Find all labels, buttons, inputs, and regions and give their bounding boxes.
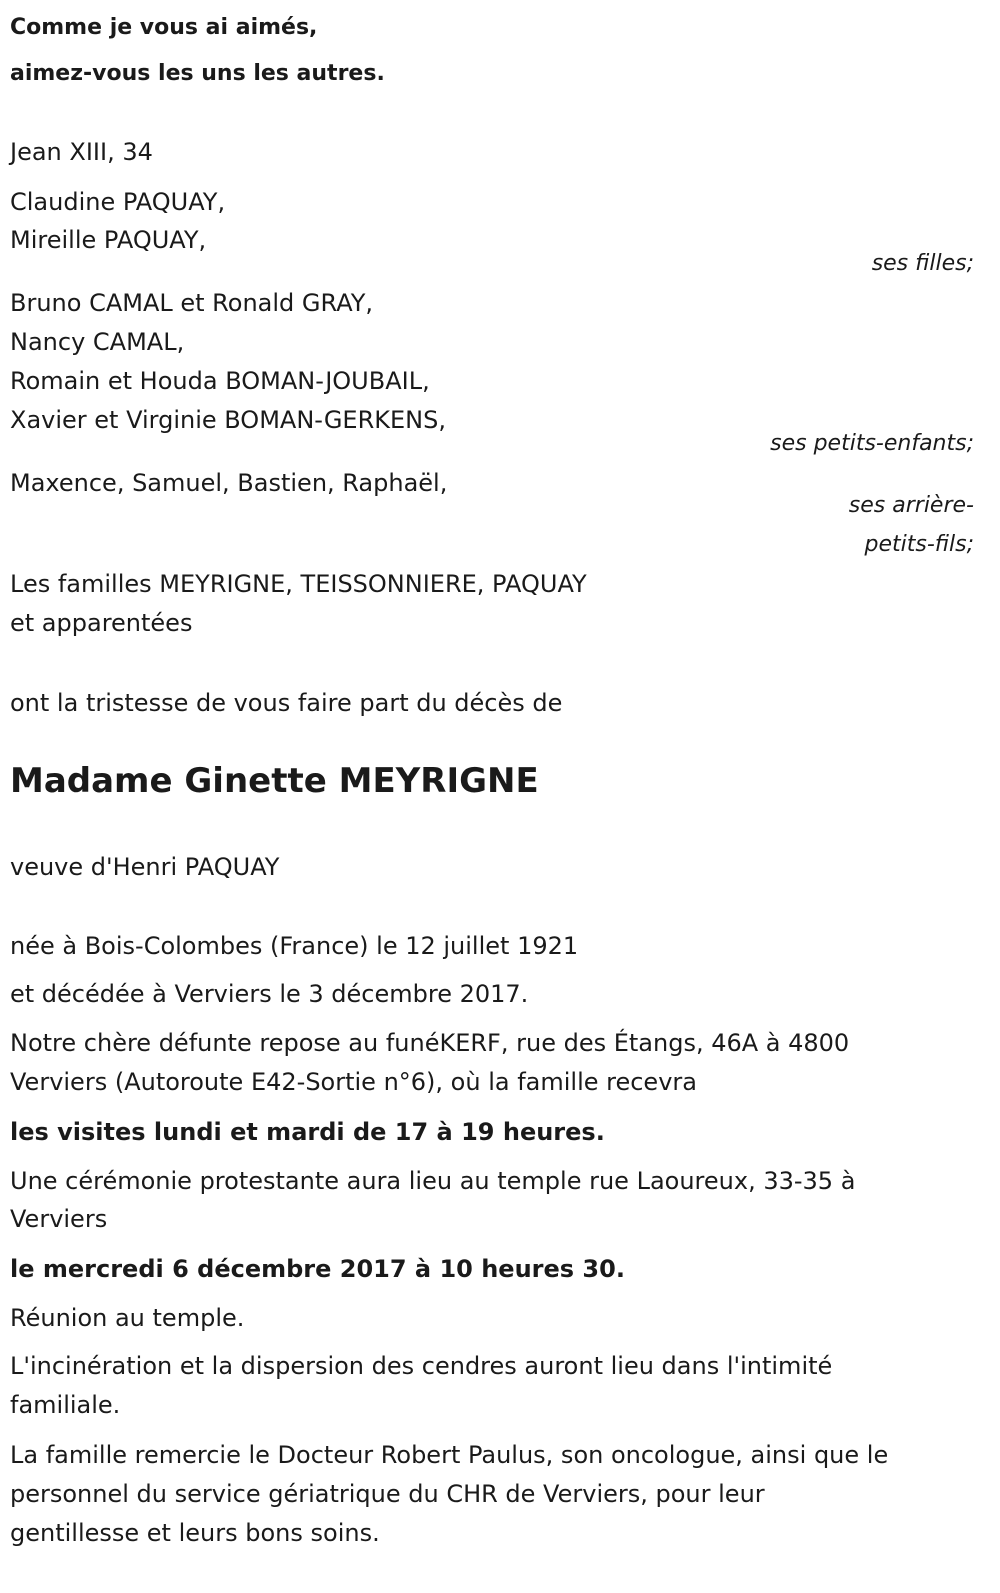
rest-info: Verviers (Autoroute E42-Sortie n°6), où la famille recevra <box>10 1068 697 1096</box>
thanks: La famille remercie le Docteur Robert Paulus, son oncologue, ainsi que le <box>10 1441 889 1469</box>
relation-label: ses arrière- <box>848 493 974 518</box>
families: Les familles MEYRIGNE, TEISSONNIERE, PAQUAY <box>10 570 587 598</box>
thanks: personnel du service gériatrique du CHR de Verviers, pour leur <box>10 1480 765 1508</box>
birth-info: née à Bois-Colombes (France) le 12 juillet 1921 <box>10 932 579 960</box>
great-grandchild-names: Maxence, Samuel, Bastien, Raphaël, <box>10 469 448 497</box>
thanks: gentillesse et leurs bons soins. <box>10 1519 380 1547</box>
families: et apparentées <box>10 609 193 637</box>
visits: les visites lundi et mardi de 17 à 19 heures. <box>10 1118 605 1146</box>
quote-line: aimez-vous les uns les autres. <box>10 61 385 86</box>
quote-line: Comme je vous ai aimés, <box>10 15 318 40</box>
grandchild-name: Xavier et Virginie BOMAN-GERKENS, <box>10 406 446 434</box>
grandchild-name: Bruno CAMAL et Ronald GRAY, <box>10 289 374 317</box>
cremation-info: L'incinération et la dispersion des cendres auront lieu dans l'intimité <box>10 1352 833 1380</box>
relation-label: ses petits-enfants; <box>770 431 974 456</box>
meeting: Réunion au temple. <box>10 1304 245 1332</box>
grandchild-name: Nancy CAMAL, <box>10 328 185 356</box>
relation-label: petits-fils; <box>864 532 974 557</box>
daughter-name: Mireille PAQUAY, <box>10 226 207 254</box>
rest-info: Notre chère défunte repose au funéKERF, rue des Étangs, 46A à 4800 <box>10 1029 850 1057</box>
death-info: et décédée à Verviers le 3 décembre 2017. <box>10 980 529 1008</box>
ceremony-info: Une cérémonie protestante aura lieu au temple rue Laoureux, 33-35 à <box>10 1167 856 1195</box>
grandchild-name: Romain et Houda BOMAN-JOUBAIL, <box>10 367 430 395</box>
deceased-name: Madame Ginette MEYRIGNE <box>10 761 539 801</box>
ceremony-date: le mercredi 6 décembre 2017 à 10 heures 30. <box>10 1255 625 1283</box>
ceremony-info: Verviers <box>10 1205 108 1233</box>
widow-of: veuve d'Henri PAQUAY <box>10 853 280 881</box>
announcement: ont la tristesse de vous faire part du décès de <box>10 689 563 717</box>
relation-label: ses filles; <box>871 251 974 276</box>
cremation-info: familiale. <box>10 1391 121 1419</box>
daughter-name: Claudine PAQUAY, <box>10 188 226 216</box>
bible-reference: Jean XIII, 34 <box>10 138 153 166</box>
